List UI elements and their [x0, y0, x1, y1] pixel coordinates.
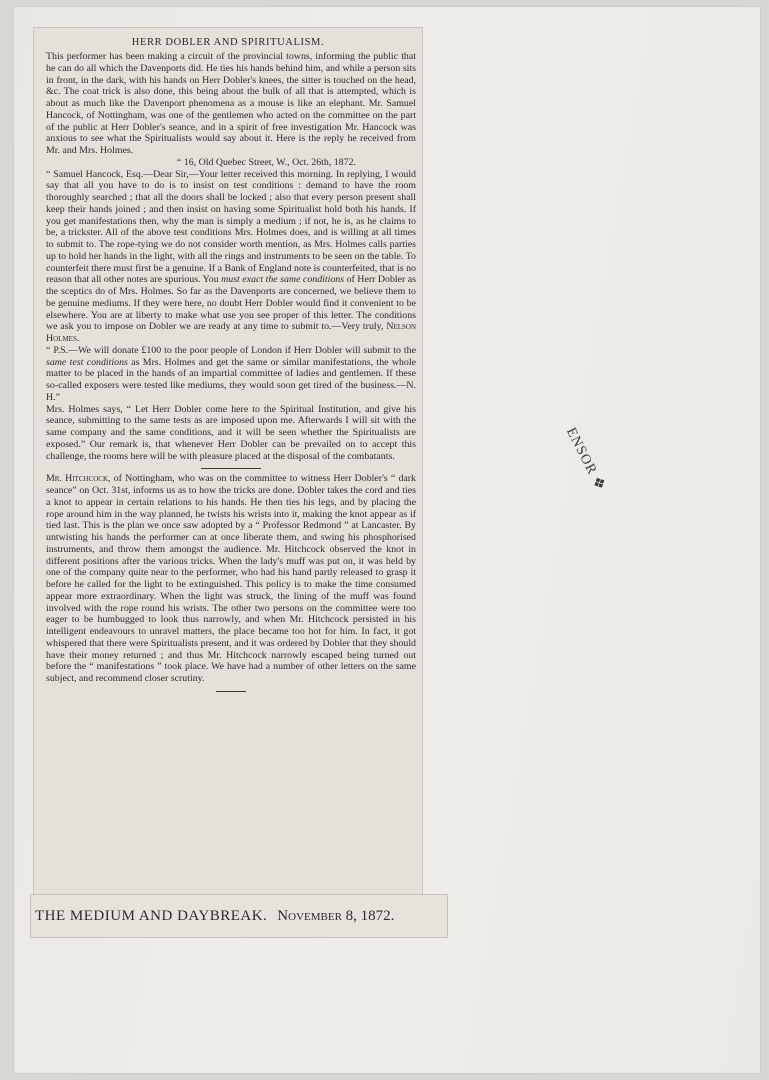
stamp-flourish-icon: ❖: [587, 473, 609, 494]
intro-paragraph: This performer has been making a circuit of the provincial towns, informing the public that he can do all which the Davenports did. He ties his hands behind him, and while a person sits in front, in the dark, with his hands on Herr Dobler's knees, the sitter is touched on the head, &c. The coat trick is also done, this being about the bulk of all that is attempted, which is about as much like the Davenport phenomena as a mouse is like an elephant. Mr. Samuel Hancock, of Nottingham, was one of the gentlemen who acted on the committee on the part of the public at Herr Dobler's seance, and in a spirit of free investigation Mr. Hancock was anxious to see what the Spiritualists would say about it. Here is the reply he received from Mr. and Mrs. Holmes.: [46, 51, 416, 156]
mrs-holmes-paragraph: Mrs. Holmes says, “ Let Herr Dobler come here to the Spiritual Institution, and give his seance, submitting to the same tests as are imposed upon me. Afterwards I will sit with the same company and the same conditions, and it will be seen whether the Spiritualists are exposed.” Our remark is, that whenever Herr Dobler can be prevailed on to accept this challenge, the rooms here will be with pleasure placed at the disposal of the combatants.: [46, 403, 416, 462]
letter-emphasis: must exact the same conditions: [221, 274, 345, 286]
article-headline: HERR DOBLER AND SPIRITUALISM.: [131, 37, 325, 48]
ps-text-b: as Mrs. Holmes and get the same or similar manifestations, the whole matter to be placed in the hands of an impartial committee of ladies and gentlemen. If these so-called exposers were tested like mediums, they would soon get tired of the business.—N. H.”: [46, 356, 416, 403]
postscript-paragraph: [46, 345, 416, 404]
ps-text-a: “ P.S.—We will donate £100 to the poor people of London if Herr Dobler will submit to the: [46, 344, 416, 356]
collector-stamp: [562, 424, 610, 494]
hitchcock-paragraph: [46, 473, 416, 685]
hitchcock-text: of Nottingham, who was on the committee to witness Herr Dobler's “ dark seance” on Oct. 31st, informs us as to how the tricks are done. Dobler takes the cord and ties a knot to appear in certain relations to his hands. He then ties his legs, and by placing the rope around him in the way planned, he twists his wrists into it, making the knot appear as if tied last. This is the plan we once saw adopted by a “ Professor Redmond ” at Lancaster. By untwisting his hands the performer can at once liberate them, and swing his phosphorised instruments, and throw them amongst the audience. Mr. Hitchcock observed the knot in different positions after the various tricks. When the lady's muff was put on, it was held by one of the company quite near to the performer, who had his hand partly released to grasp it before he called for the light to be extinguished. This policy is to make the time consumed appear more extraordinary. When the light was struck, the lining of the muff was found involved with the rope round his wrists. The other two persons on the committee were too eager to be humbugged to look thus narrowly, and when Mr. Hitchcock persisted in his intelligent endeavours to unravel matters, the place became too hot for him. In fact, it got whispered that there were Spiritualists present, and it was ordered by Dobler that they should have their money returned ; and thus Mr. Hitchcock narrowly escaped being turned out before the “ manifestations ” took place. We have had a number of other letters on the same subject, and recommend closer scrutiny.: [46, 473, 416, 684]
publication-name: THE MEDIUM AND DAYBREAK.: [35, 907, 268, 924]
letter-text-b: of Herr Dobler as the sceptics do of Mrs. Holmes. So far as the Davenports are concerned, we believe them to be genuine mediums. If they were here, no doubt Herr Dobler would find it convenient to be elsewhere. You are at liberty to make what use you see proper of this letter. The conditions we ask you to impose on Dobler we are ready at any time to submit to.—Very truly,: [46, 274, 417, 333]
end-divider: [216, 691, 246, 692]
letter-dateline: “ 16, Old Quebec Street, W., Oct. 26th, 1872.: [176, 156, 356, 168]
archive-page: [13, 6, 761, 1074]
letter-text-a: “ Samuel Hancock, Esq.—Dear Sir,—Your letter received this morning. In replying, I would say that all you have to do is to insist on test conditions : demand to have the room thoroughly searched ; that all the doors shall be locked ; also that every person present shall keep their hands joined ; and then insist on having some Spiritualist hold both his hands. If you get manifestations then, why the man is simply a medium ; if not, he is, as he claims to be, a trickster. All of the above test conditions Mrs. Holmes does, and is willing at all times to submit to. The rope-tying we do not consider worth mention, as Mrs. Holmes calls parties up to hold her hands in the light, with all the rings and instruments to be seen on the table. To counterfeit there must first be a genuine. If a Bank of England note is counterfeited, that is no reason that all other notes are spurious. You: [46, 168, 416, 286]
letter-paragraph: [46, 169, 416, 345]
publication-footer: [30, 894, 448, 938]
hitchcock-name: Mr. Hitchcock,: [46, 473, 111, 485]
publication-date: November 8, 1872.: [277, 907, 395, 924]
ps-emphasis: same test conditions: [46, 356, 128, 368]
newspaper-clipping: [33, 27, 423, 897]
section-divider: [201, 468, 261, 469]
article-body: [34, 51, 422, 692]
stamp-text: ENSOR: [562, 425, 600, 478]
letter-signature: Nelson Holmes.: [46, 321, 416, 344]
